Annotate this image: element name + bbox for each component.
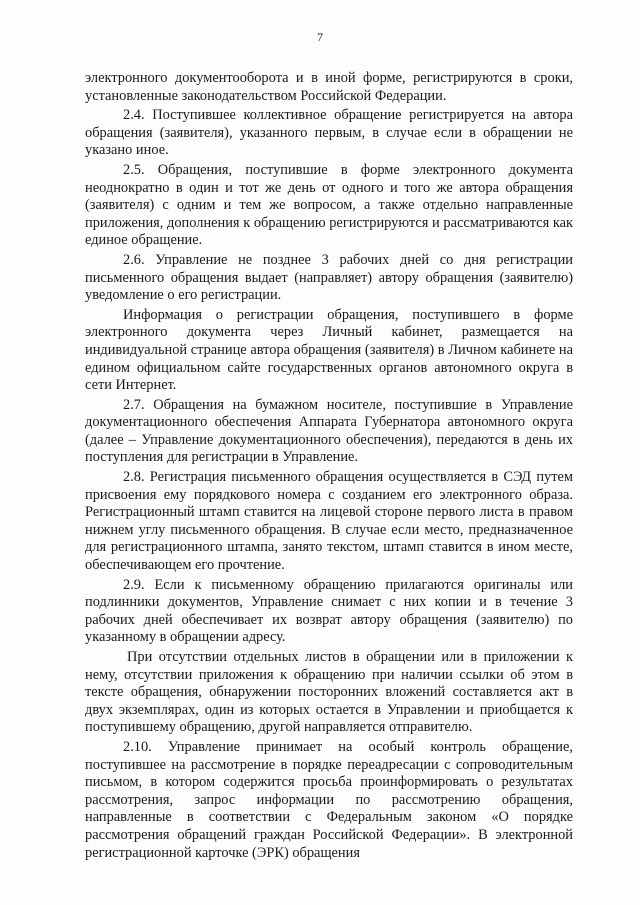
paragraph-continuation: электронного документооборота и в иной форме, регистрируются в сроки, установленные законодательством Российской Федерации.: [85, 70, 573, 104]
paragraph-2-7: 2.7. Обращения на бумажном носителе, поступившие в Управление документационного обеспечения Аппарата Губернатора автономного округа (далее – Управление документационного обеспечения), передаются в день их поступления для регистрации в Управление.: [85, 396, 573, 466]
paragraph-2-6: 2.6. Управление не позднее 3 рабочих дней со дня регистрации письменного обращения выдает (направляет) автору обращения (заявителю) уведомление о его регистрации.: [85, 251, 573, 304]
paragraph-2-8: 2.8. Регистрация письменного обращения осуществляется в СЭД путем присвоения ему порядкового номера с созданием его электронного образа. Регистрационный штамп ставится на лицевой стороне первого листа в правом нижнем углу письменного обращения. В случае если место, предназначенное для регистрационного штампа, занято текстом, штамп ставится в ином месте, обеспечивающем его прочтение.: [85, 469, 573, 574]
page-number: 7: [317, 30, 323, 44]
paragraph-2-10: 2.10. Управление принимает на особый контроль обращение, поступившее на рассмотрение в порядке переадресации с сопроводительным письмом, в котором содержится просьба проинформировать о результатах рассмотрения, запрос информации по рассмотрению обращения, направленные в соответствии с Федеральным законом «О порядке рассмотрения обращений граждан Российской Федерации». В электронной регистрационной карточке (ЭРК) обращения: [85, 738, 573, 861]
paragraph-registration-info: Информация о регистрации обращения, поступившего в форме электронного документа через Личный кабинет, размещается на индивидуальной странице автора обращения (заявителя) в Личном кабинете на едином официальном сайте государственных органов автономного округа в сети Интернет.: [85, 306, 573, 394]
paragraph-2-9: 2.9. Если к письменному обращению прилагаются оригиналы или подлинники документов, Управление снимает с них копии и в течение 3 рабочих дней обеспечивает их возврат автору обращения (заявителю) по указанному в обращении адресу.: [85, 576, 573, 646]
paragraph-missing-sheets: При отсутствии отдельных листов в обращении или в приложении к нему, отсутствии приложения к обращению при наличии ссылки об этом в тексте обращения, обнаружении посторонних вложений составляется акт в двух экземплярах, один из которых остается в Управлении и приобщается к поступившему обращению, другой направляется отправителю.: [85, 649, 573, 736]
document-body: [85, 70, 573, 864]
paragraph-2-5: 2.5. Обращения, поступившие в форме электронного документа неоднократно в один и тот же день от одного и того же автора обращения (заявителя) с одним и тем же вопросом, а также отдельно направленные приложения, дополнения к обращению регистрируются и рассматриваются как единое обращение.: [85, 161, 573, 249]
paragraph-2-4: 2.4. Поступившее коллективное обращение регистрируется на автора обращения (заявителя), указанного первым, в случае если в обращении не указано иное.: [85, 107, 573, 159]
